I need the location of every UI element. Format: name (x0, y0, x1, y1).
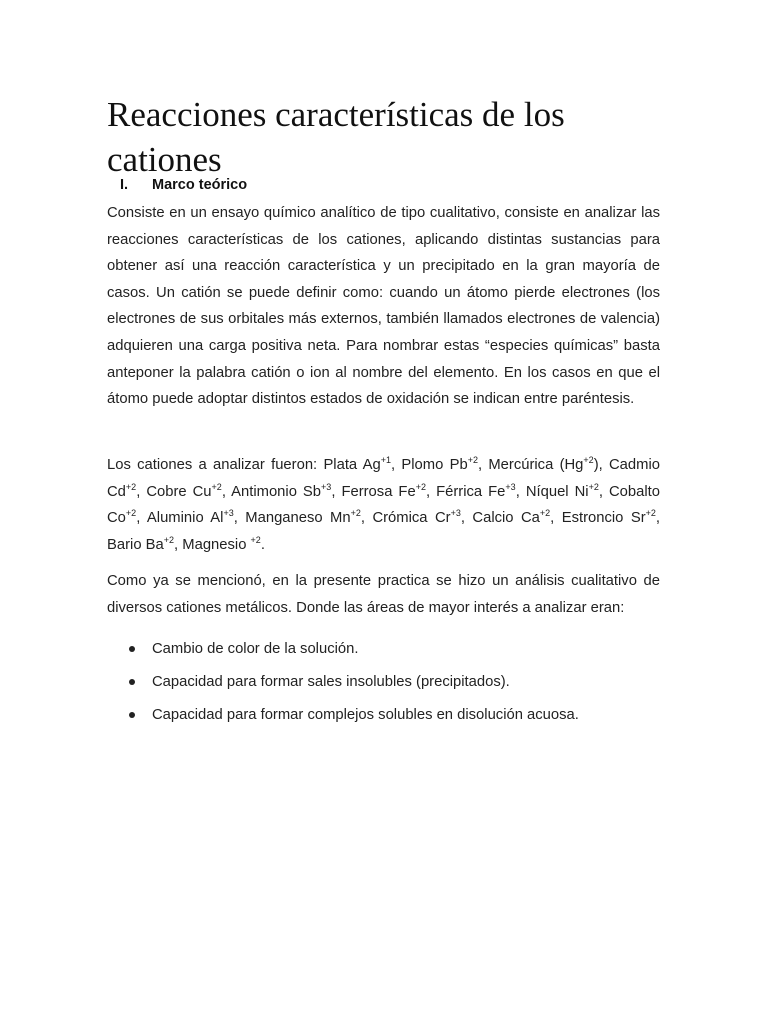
cation-separator: . (260, 536, 265, 553)
cation-charge: +3 (505, 481, 516, 492)
paragraph-marco-teorico: Consiste en un ensayo químico analítico de tipo cualitativo, consiste en analizar las reacciones características de los cationes, aplicando distintas sustancias para obtener así una reacción característica y un precipitado en la gran mayoría de casos. Un catión se puede definir como: cuando un átomo pierde electrones (los electrones de sus orbitales más externos, también llamados electrones de valencia) adquieren una carga positiva neta. Para nombrar estas “especies químicas” basta anteponer la palabra catión o ion al nombre del elemento. En los casos en que el átomo puede adoptar distintos estados de oxidación se indican entre paréntesis. (107, 205, 660, 408)
bullet-text: Cambio de color de la solución. (152, 641, 359, 657)
section-title: Marco teórico (152, 177, 248, 193)
cation-name: Estroncio Sr (561, 510, 646, 527)
cation-separator: , (655, 510, 661, 527)
cation-name: Ferrosa Fe (341, 483, 416, 500)
cations-intro: Los cationes a analizar fueron: (107, 457, 318, 473)
cation-separator: , (425, 483, 437, 500)
cation-name: Plomo Pb (401, 457, 468, 473)
cation-charge: +1 (380, 455, 391, 466)
cation-separator: , (360, 510, 373, 527)
bullet-list (107, 636, 667, 735)
cation-separator: , (460, 510, 473, 527)
cation-charge: +3 (450, 508, 461, 519)
cation-charge: +2 (539, 508, 551, 519)
section-heading (120, 175, 247, 195)
cation-separator: , (221, 483, 232, 500)
cation-separator: , (174, 536, 183, 553)
cation-separator: , (233, 510, 246, 527)
bullet-item (107, 636, 667, 662)
cation-charge: +2 (467, 455, 478, 466)
bullet-icon (129, 712, 135, 718)
bullet-item (107, 669, 667, 695)
cation-separator: , (331, 483, 342, 500)
cation-name: Antimonio Sb (231, 483, 322, 500)
cation-name: Calcio Ca (472, 510, 540, 527)
cation-name: Bario Ba (107, 536, 164, 553)
cation-name: Níquel Ni (525, 483, 589, 500)
cation-charge: +2 (588, 481, 599, 492)
document-title: Reacciones características de los cationes (107, 95, 565, 179)
cation-charge: +2 (350, 508, 361, 519)
cation-charge: +2 (583, 455, 594, 466)
bullet-text: Capacidad para formar complejos solubles en disolución acuosa. (152, 707, 579, 723)
cation-separator: ), (593, 457, 609, 473)
cation-separator: , (550, 510, 562, 527)
bullet-icon (129, 679, 135, 685)
cation-name: Cobre Cu (146, 483, 212, 500)
paragraph-cations-list (107, 452, 660, 558)
bullet-item (107, 702, 667, 728)
cation-charge: +2 (163, 534, 175, 545)
cation-charge: +2 (125, 481, 137, 492)
cation-separator: , (598, 483, 609, 500)
bullet-icon (129, 646, 135, 652)
cation-name: Férrica Fe (436, 483, 506, 500)
cation-separator: , (515, 483, 526, 500)
cation-separator: , (136, 510, 147, 527)
cation-separator: , (477, 457, 489, 473)
cation-name: Plata Ag (323, 457, 381, 473)
bullet-text: Capacidad para formar sales insolubles (precipitados). (152, 674, 510, 690)
cation-charge: +2 (211, 481, 222, 492)
cation-charge: +2 (125, 508, 137, 519)
cation-charge: +3 (321, 481, 332, 492)
paragraph-areas-interest: Como ya se mencionó, en la presente practica se hizo un análisis cualitativo de diversos cationes metálicos. Donde las áreas de mayor interés a analizar eran: (107, 573, 660, 616)
cation-charge: +2 (250, 534, 261, 545)
cation-separator: , (136, 483, 147, 500)
cation-separator: , (390, 457, 402, 473)
cation-name: Cobalto Co (107, 483, 660, 527)
cation-name: Aluminio Al (146, 510, 224, 527)
cation-name: Cadmio Cd (107, 457, 660, 500)
cation-name: Magnesio (182, 536, 251, 553)
section-number: I. (120, 177, 129, 193)
cation-name: Mercúrica (Hg (488, 457, 584, 473)
cation-name: Manganeso Mn (245, 510, 351, 527)
cation-charge: +3 (223, 508, 234, 519)
cation-charge: +2 (415, 481, 426, 492)
cation-charge: +2 (645, 508, 656, 519)
cation-name: Crómica Cr (372, 510, 451, 527)
